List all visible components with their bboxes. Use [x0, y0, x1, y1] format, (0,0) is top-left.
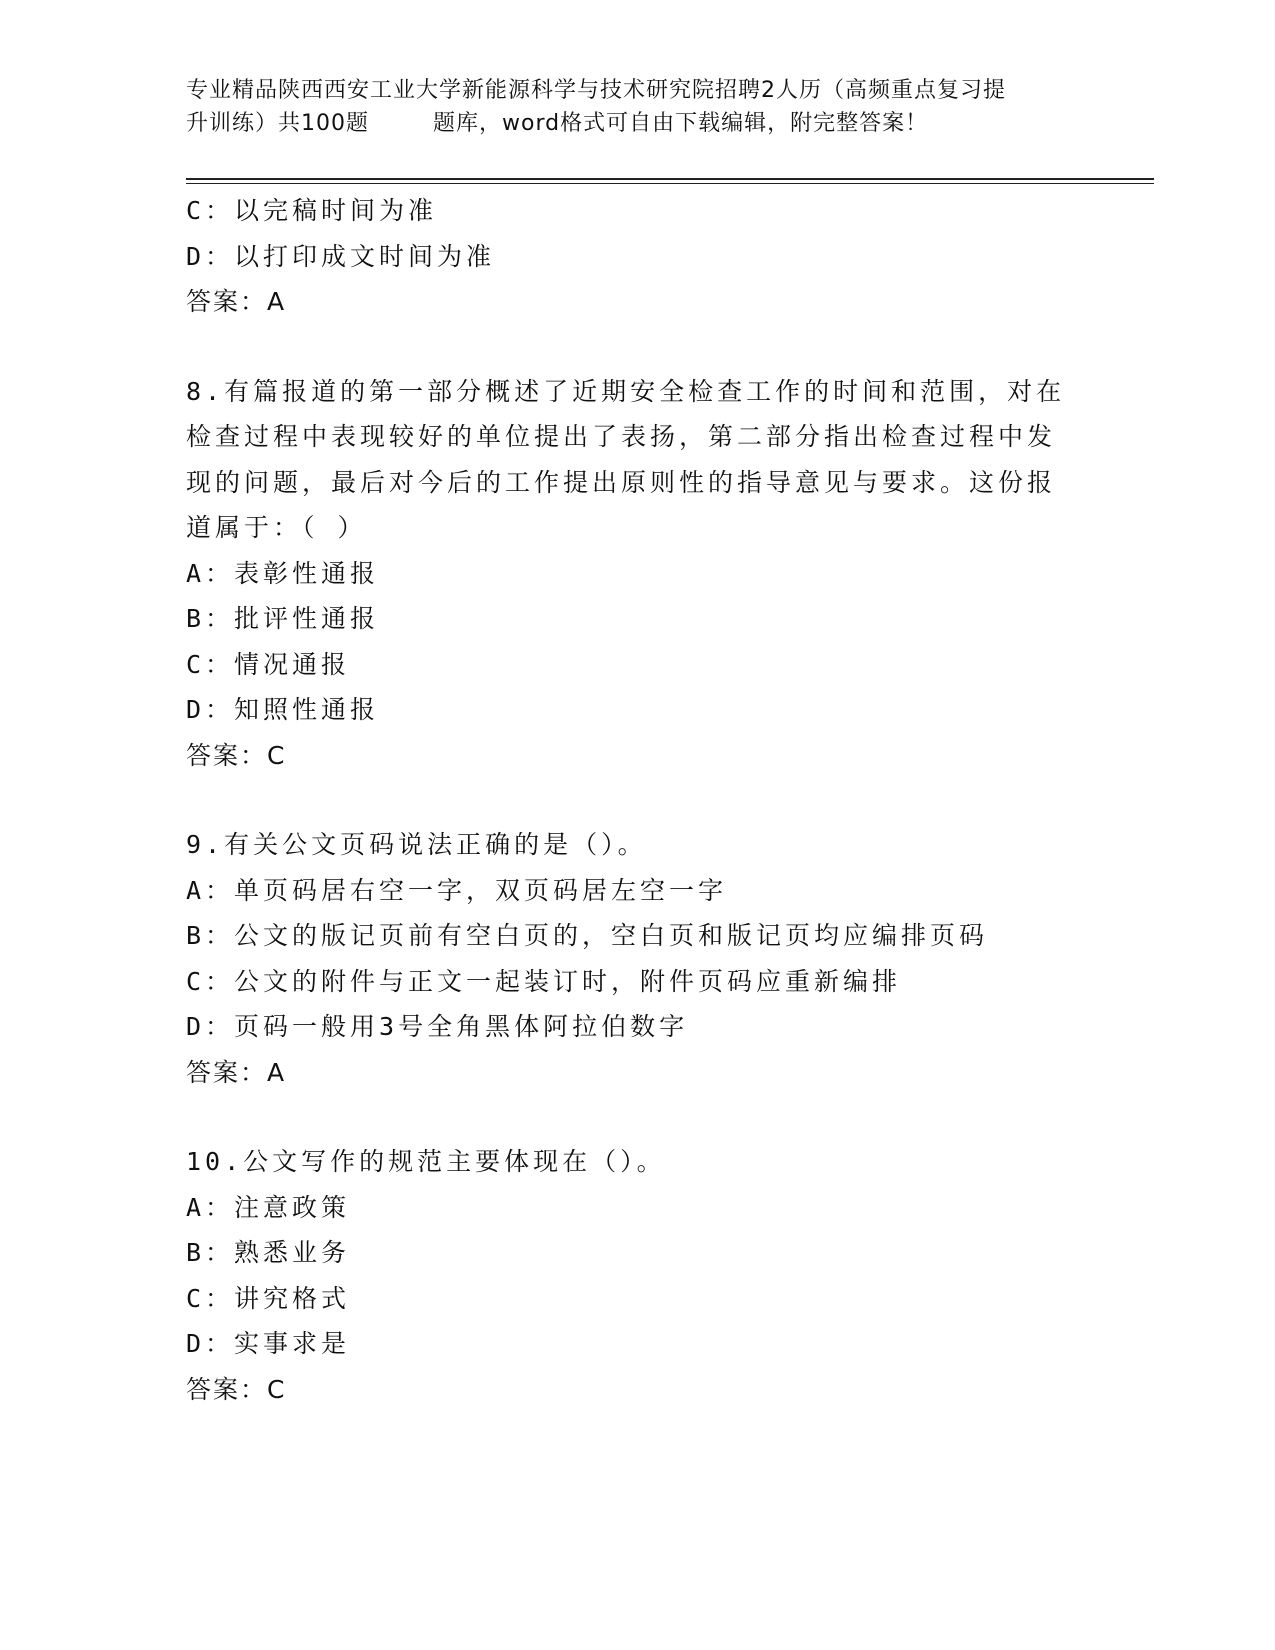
option-c: C：讲究格式 [186, 1283, 351, 1313]
question-10 [186, 1139, 1086, 1412]
question-stem: 10.公文写作的规范主要体现在（）。 [186, 1147, 666, 1176]
option-a: A：表彰性通报 [186, 558, 380, 588]
header-line-2 [186, 107, 1086, 140]
document-body [186, 188, 1086, 1412]
option-d: D：页码一般用3号全角黑体阿拉伯数字 [186, 1012, 689, 1041]
question-stem-line: 8.有篇报道的第一部分概述了近期安全检查工作的时间和范围，对在 [186, 376, 1066, 406]
option-b: B：公文的版记页前有空白页的，空白页和版记页均应编排页码 [186, 921, 989, 950]
header-line-2-right: 题库，word格式可自由下载编辑，附完整答案！ [433, 111, 929, 136]
option-a: A：注意政策 [186, 1192, 351, 1222]
option-d: D：实事求是 [186, 1329, 351, 1358]
option-b: B：熟悉业务 [186, 1238, 351, 1267]
header-line-1: 专业精品陕西西安工业大学新能源科学与技术研究院招聘2人历（高频重点复习提 [186, 78, 1006, 103]
answer: 答案：C [186, 1374, 287, 1404]
question-stem-line: 检查过程中表现较好的单位提出了表扬，第二部分指出检查过程中发 [186, 422, 1057, 451]
header-rule-thin [186, 183, 1154, 184]
question-stem-line: 道属于：（ ） [186, 513, 367, 542]
question-stem-line: 现的问题，最后对今后的工作提出原则性的指导意见与要求。这份报 [186, 467, 1057, 497]
option-d: D：以打印成文时间为准 [186, 241, 496, 271]
option-c: C：公文的附件与正文一起装订时，附件页码应重新编排 [186, 966, 902, 996]
question-7-tail [186, 188, 1086, 325]
option-a: A：单页码居右空一字，双页码居左空一字 [186, 875, 728, 905]
option-d: D：知照性通报 [186, 695, 380, 724]
answer: 答案：C [186, 740, 287, 770]
option-b: B：批评性通报 [186, 604, 380, 633]
question-8 [186, 369, 1086, 779]
answer: 答案：A [186, 1057, 287, 1087]
header-rule-thick [186, 178, 1154, 180]
header-line-2-left: 升训练）共100题 [186, 111, 369, 136]
question-stem: 9.有关公文页码说法正确的是（）。 [186, 830, 647, 859]
option-c: C：以完稿时间为准 [186, 196, 438, 225]
document-header [186, 74, 1086, 140]
answer: 答案：A [186, 287, 287, 316]
question-9 [186, 822, 1086, 1095]
option-c: C：情况通报 [186, 649, 351, 679]
